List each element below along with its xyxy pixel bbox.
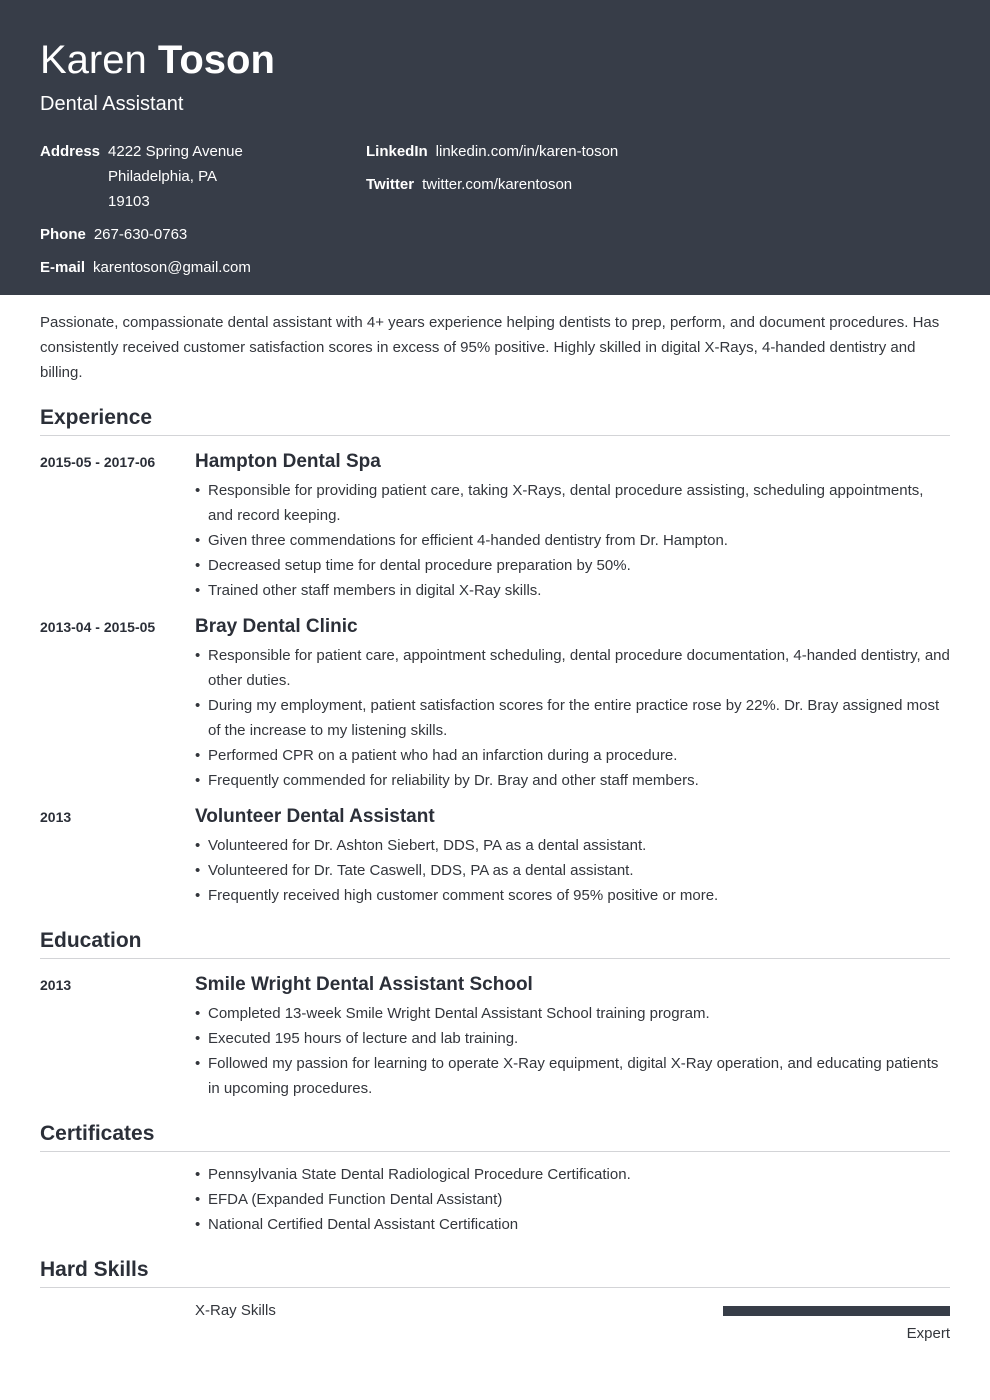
address-value: [108, 139, 243, 214]
contact-address: [40, 139, 243, 214]
linkedin-label: LinkedIn: [366, 143, 428, 160]
job-bullets: [195, 478, 950, 603]
certificate-item: • National Certified Dental Assistant Certification: [195, 1212, 950, 1237]
last-name: Toson: [157, 38, 275, 82]
skill-name: X-Ray Skills: [195, 1302, 276, 1319]
bullet-item: • Decreased setup time for dental procedure preparation by 50%.: [195, 553, 950, 578]
job-title: Hampton Dental Spa: [195, 451, 381, 472]
bullet-item: • During my employment, patient satisfaction scores for the entire practice rose by 22%. Dr. Bray assigned most of the increase to my listening skills.: [195, 693, 950, 743]
phone-label: Phone: [40, 226, 86, 243]
education-heading: Education: [40, 928, 950, 959]
linkedin-link[interactable]: linkedin.com/in/karen-toson: [435, 143, 619, 160]
certificates-heading: Certificates: [40, 1121, 950, 1152]
bullet-item: • Executed 195 hours of lecture and lab training.: [195, 1026, 950, 1051]
bullet-item: • Responsible for patient care, appointment scheduling, dental procedure documentation, 4-handed dentistry, and other duties.: [195, 643, 950, 693]
phone-value: 267-630-0763: [93, 226, 188, 243]
candidate-name: [40, 36, 275, 84]
contact-twitter: [366, 172, 572, 197]
bullet-item: • Completed 13-week Smile Wright Dental Assistant School training program.: [195, 1001, 950, 1026]
address-line: 19103: [108, 193, 150, 210]
bullet-item: • Frequently commended for reliability by Dr. Bray and other staff members.: [195, 768, 950, 793]
address-line: 4222 Spring Avenue: [108, 143, 243, 160]
contact-phone: [40, 222, 187, 247]
job-dates: 2015-05 - 2017-06: [40, 454, 156, 470]
job-bullets: [195, 643, 950, 793]
twitter-label: Twitter: [366, 176, 415, 193]
resume-header: [0, 0, 990, 295]
certificate-item: • EFDA (Expanded Function Dental Assistant): [195, 1187, 950, 1212]
skill-level-label: Expert: [906, 1325, 950, 1342]
email-label: E-mail: [40, 259, 86, 276]
bullet-item: • Followed my passion for learning to operate X-Ray equipment, digital X-Ray operation, and educating patients in upcoming procedures.: [195, 1051, 950, 1101]
experience-heading: Experience: [40, 405, 950, 436]
job-title: Volunteer Dental Assistant: [195, 806, 435, 827]
certificate-item: • Pennsylvania State Dental Radiological Procedure Certification.: [195, 1162, 950, 1187]
candidate-title: Dental Assistant: [40, 93, 184, 115]
skill-level-bar: [723, 1306, 950, 1316]
skill-level-fill: [723, 1306, 950, 1316]
twitter-link[interactable]: twitter.com/karentoson: [422, 176, 573, 193]
address-label: Address: [40, 143, 101, 160]
job-dates: 2013: [40, 809, 72, 825]
summary-paragraph: Passionate, compassionate dental assistant with 4+ years experience helping dentists to prep, perform, and document procedures. Has consistently received customer satisfaction scores in excess of 95% positive. Highly skilled in digital X-Rays, 4-handed dentistry and billing.: [40, 314, 940, 381]
contact-email: [40, 255, 251, 280]
job-title: Bray Dental Clinic: [195, 616, 358, 637]
job-bullets: [195, 833, 950, 908]
education-dates: 2013: [40, 977, 72, 993]
bullet-item: • Volunteered for Dr. Ashton Siebert, DDS, PA as a dental assistant.: [195, 833, 950, 858]
first-name: Karen: [40, 38, 147, 82]
bullet-item: • Frequently received high customer comment scores of 95% positive or more.: [195, 883, 950, 908]
bullet-item: • Performed CPR on a patient who had an infarction during a procedure.: [195, 743, 950, 768]
email-value[interactable]: karentoson@gmail.com: [93, 259, 251, 276]
certificates-list: [195, 1162, 950, 1237]
bullet-item: • Responsible for providing patient care, taking X-Rays, dental procedure assisting, scheduling appointments, and record keeping.: [195, 478, 950, 528]
job-dates: 2013-04 - 2015-05: [40, 619, 156, 635]
bullet-item: • Volunteered for Dr. Tate Caswell, DDS, PA as a dental assistant.: [195, 858, 950, 883]
hard-skills-heading: Hard Skills: [40, 1257, 950, 1288]
address-line: Philadelphia, PA: [108, 168, 217, 185]
school-name: Smile Wright Dental Assistant School: [195, 974, 533, 995]
education-bullets: [195, 1001, 950, 1101]
bullet-item: • Trained other staff members in digital X-Ray skills.: [195, 578, 950, 603]
contact-linkedin: [366, 139, 618, 164]
bullet-item: • Given three commendations for efficient 4-handed dentistry from Dr. Hampton.: [195, 528, 950, 553]
